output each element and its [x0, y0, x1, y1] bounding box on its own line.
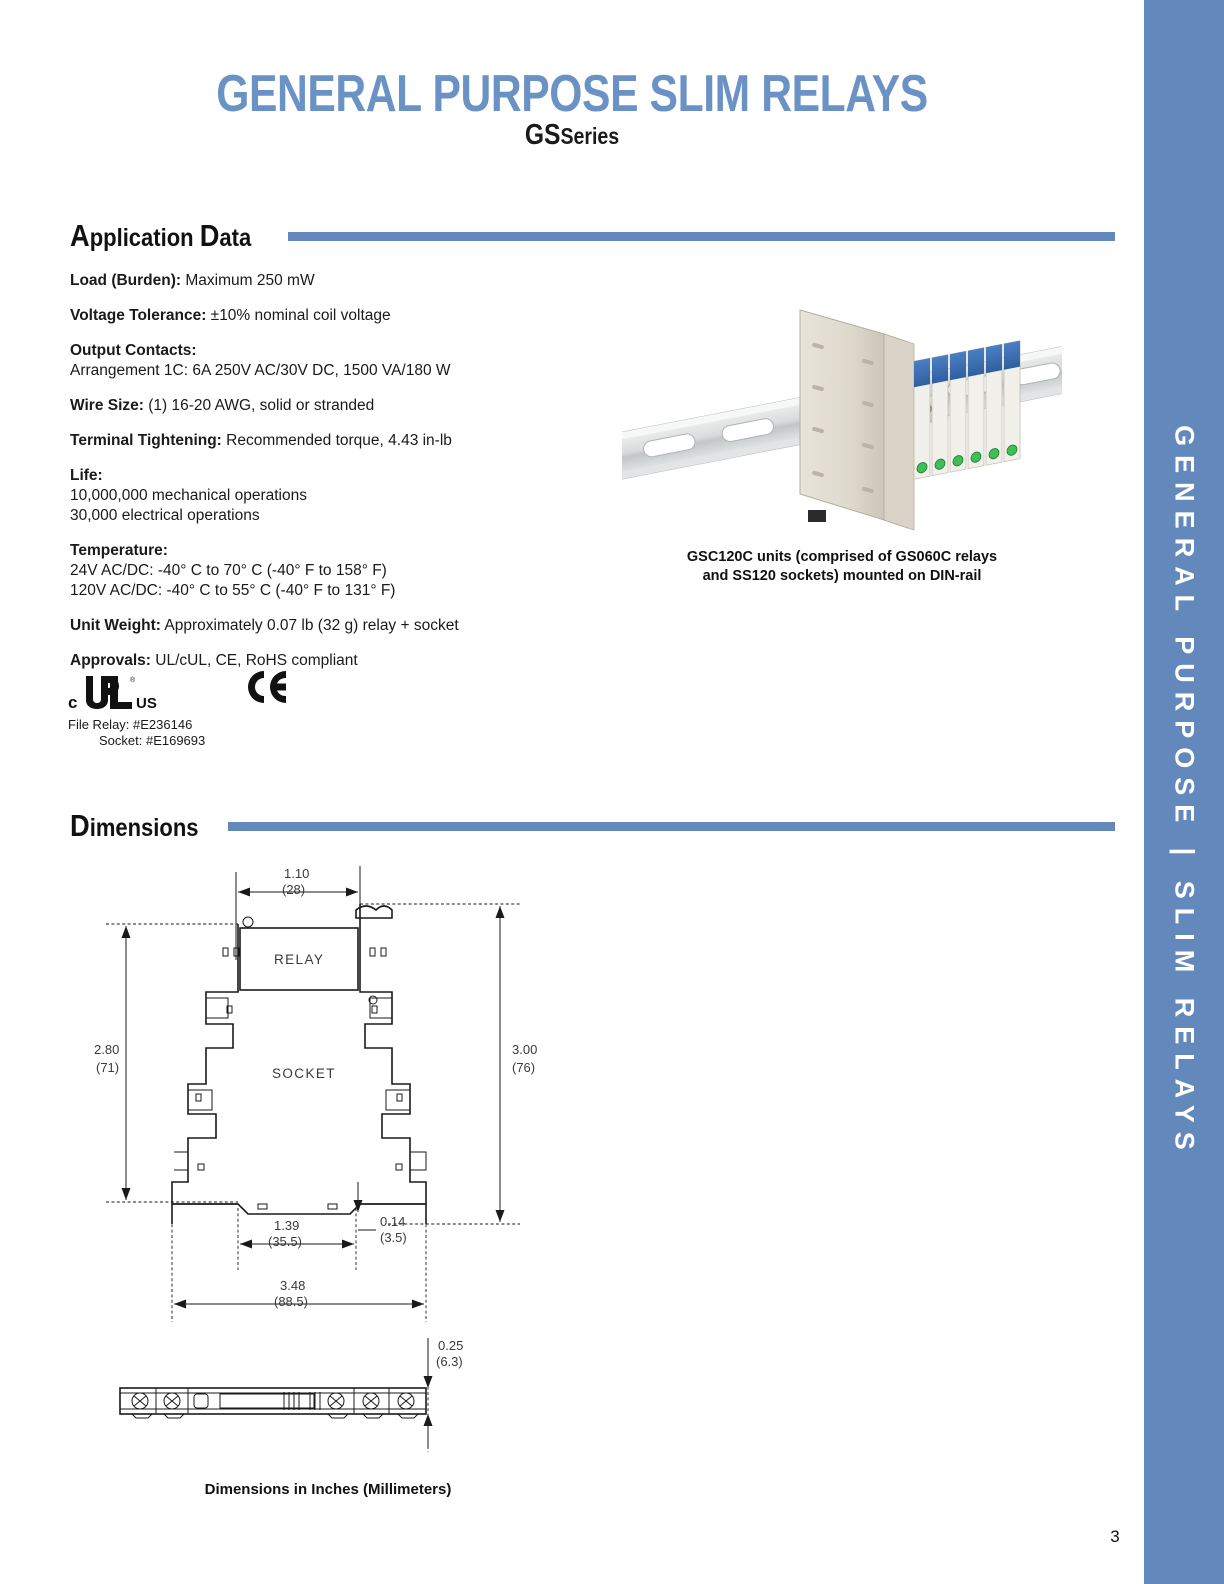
- section-rule: [228, 822, 1115, 831]
- ul-listed-icon: [68, 670, 180, 714]
- spec-label: Output Contacts:: [70, 342, 197, 359]
- section-rest-pplication: pplication: [89, 224, 200, 252]
- svg-text:c: c: [68, 693, 78, 712]
- dim-width-top-in: 1.10: [284, 866, 310, 881]
- cert-logo-row: [68, 668, 488, 714]
- ul-file-socket: Socket: #E169693: [99, 733, 206, 748]
- spec-detail-line: 120V AC/DC: -40° C to 55° C (-40° F to 131° F): [70, 582, 396, 599]
- section-cap-d: D: [199, 218, 220, 253]
- side-tab-label: GENERAL PURPOSE | SLIM RELAYS: [1169, 425, 1200, 1159]
- spec-value: ±10% nominal coil voltage: [206, 307, 391, 324]
- spec-value: Approximately 0.07 lb (32 g) relay + socket: [160, 617, 459, 634]
- spec-value: Maximum 250 mW: [181, 272, 315, 289]
- ul-file-numbers: [68, 717, 488, 749]
- ul-listed-icon-svg: [68, 670, 180, 714]
- spec-value: UL/cUL, CE, RoHS compliant: [150, 652, 358, 669]
- dimension-drawing-svg: [88, 852, 568, 1472]
- dim-mid-width-in: 1.39: [274, 1218, 300, 1233]
- drawing-label-socket: SOCKET: [272, 1066, 336, 1081]
- page-number: 3: [1110, 1527, 1120, 1546]
- section-header-application-data: [70, 218, 1115, 254]
- spec-label: Temperature:: [70, 542, 168, 559]
- dimension-drawing: [88, 852, 568, 1472]
- dim-height-left-in: 2.80: [94, 1042, 120, 1057]
- product-photo-svg: [622, 282, 1062, 540]
- spec-label: Wire Size:: [70, 397, 144, 414]
- dim-small-gap-in: 0.14: [380, 1214, 406, 1229]
- ce-mark-icon: [238, 667, 304, 712]
- spec-life: [70, 466, 600, 526]
- product-photo: [622, 282, 1062, 540]
- dimension-drawing-caption: Dimensions in Inches (Millimeters): [204, 1481, 452, 1498]
- ul-file-relay: File Relay: #E236146: [68, 717, 193, 732]
- spec-load-burden: [70, 271, 600, 291]
- dim-small-gap-mm: (3.5): [380, 1230, 407, 1245]
- section-cap-a: A: [70, 218, 90, 253]
- spec-label: Approvals:: [70, 652, 151, 669]
- section-rule: [288, 232, 1115, 241]
- dim-thickness-in: 0.25: [438, 1338, 464, 1353]
- spec-label: Load (Burden):: [70, 272, 182, 289]
- dim-total-width-in: 3.48: [280, 1278, 306, 1293]
- dim-height-right-in: 3.00: [512, 1042, 538, 1057]
- spec-temperature: [70, 541, 600, 601]
- product-photo-caption: [622, 548, 1062, 586]
- svg-text:®: ®: [130, 677, 136, 684]
- dim-height-right-mm: (76): [512, 1060, 536, 1075]
- dim-total-width-mm: (88.5): [274, 1294, 308, 1309]
- spec-voltage-tolerance: [70, 306, 600, 326]
- spec-value: Recommended torque, 4.43 in-lb: [221, 432, 452, 449]
- spec-detail-line: 30,000 electrical operations: [70, 507, 260, 524]
- spec-label: Unit Weight:: [70, 617, 161, 634]
- dim-mid-width-mm: (35.5): [268, 1234, 302, 1249]
- dim-height-left-mm: (71): [96, 1060, 120, 1075]
- side-tab: [1144, 0, 1224, 1584]
- spec-terminal-tightening: [70, 431, 600, 451]
- dim-thickness-mm: (6.3): [436, 1354, 463, 1369]
- spec-unit-weight: [70, 616, 600, 636]
- certification-marks: [68, 668, 488, 749]
- page-title-block: [0, 66, 1144, 151]
- section-rest-ata: ata: [219, 224, 252, 252]
- ce-mark-icon-svg: [238, 667, 304, 707]
- spec-label: Life:: [70, 467, 103, 484]
- dim-width-top-mm: (28): [282, 882, 306, 897]
- spec-value: (1) 16-20 AWG, solid or stranded: [143, 397, 375, 414]
- spec-detail-line: Arrangement 1C: 6A 250V AC/30V DC, 1500 VA/180 W: [70, 362, 451, 379]
- spec-detail-line: 10,000,000 mechanical operations: [70, 487, 307, 504]
- subtitle-series-word: Series: [560, 123, 620, 149]
- section-header-dimensions: [70, 808, 1115, 844]
- svg-text:US: US: [136, 695, 157, 712]
- section-rest-imensions: imensions: [89, 814, 199, 842]
- spec-label: Terminal Tightening:: [70, 432, 222, 449]
- section-title-dimensions: [70, 808, 199, 844]
- section-title-application-data: [70, 218, 251, 254]
- spec-wire-size: [70, 396, 600, 416]
- subtitle-series-code: GS: [524, 119, 561, 151]
- page-subtitle: [86, 120, 1058, 151]
- drawing-label-relay: RELAY: [274, 952, 325, 967]
- photo-caption-line-2: and SS120 sockets) mounted on DIN-rail: [702, 568, 982, 584]
- photo-caption-line-1: GSC120C units (comprised of GS060C relays: [686, 549, 998, 565]
- spec-detail-line: 24V AC/DC: -40° C to 70° C (-40° F to 158° F): [70, 562, 387, 579]
- spec-label: Voltage Tolerance:: [70, 307, 207, 324]
- application-data-list: [70, 271, 600, 686]
- page-title: GENERAL PURPOSE SLIM RELAYS: [216, 65, 928, 123]
- section-cap-d2: D: [70, 808, 90, 843]
- spec-output-contacts: [70, 341, 600, 381]
